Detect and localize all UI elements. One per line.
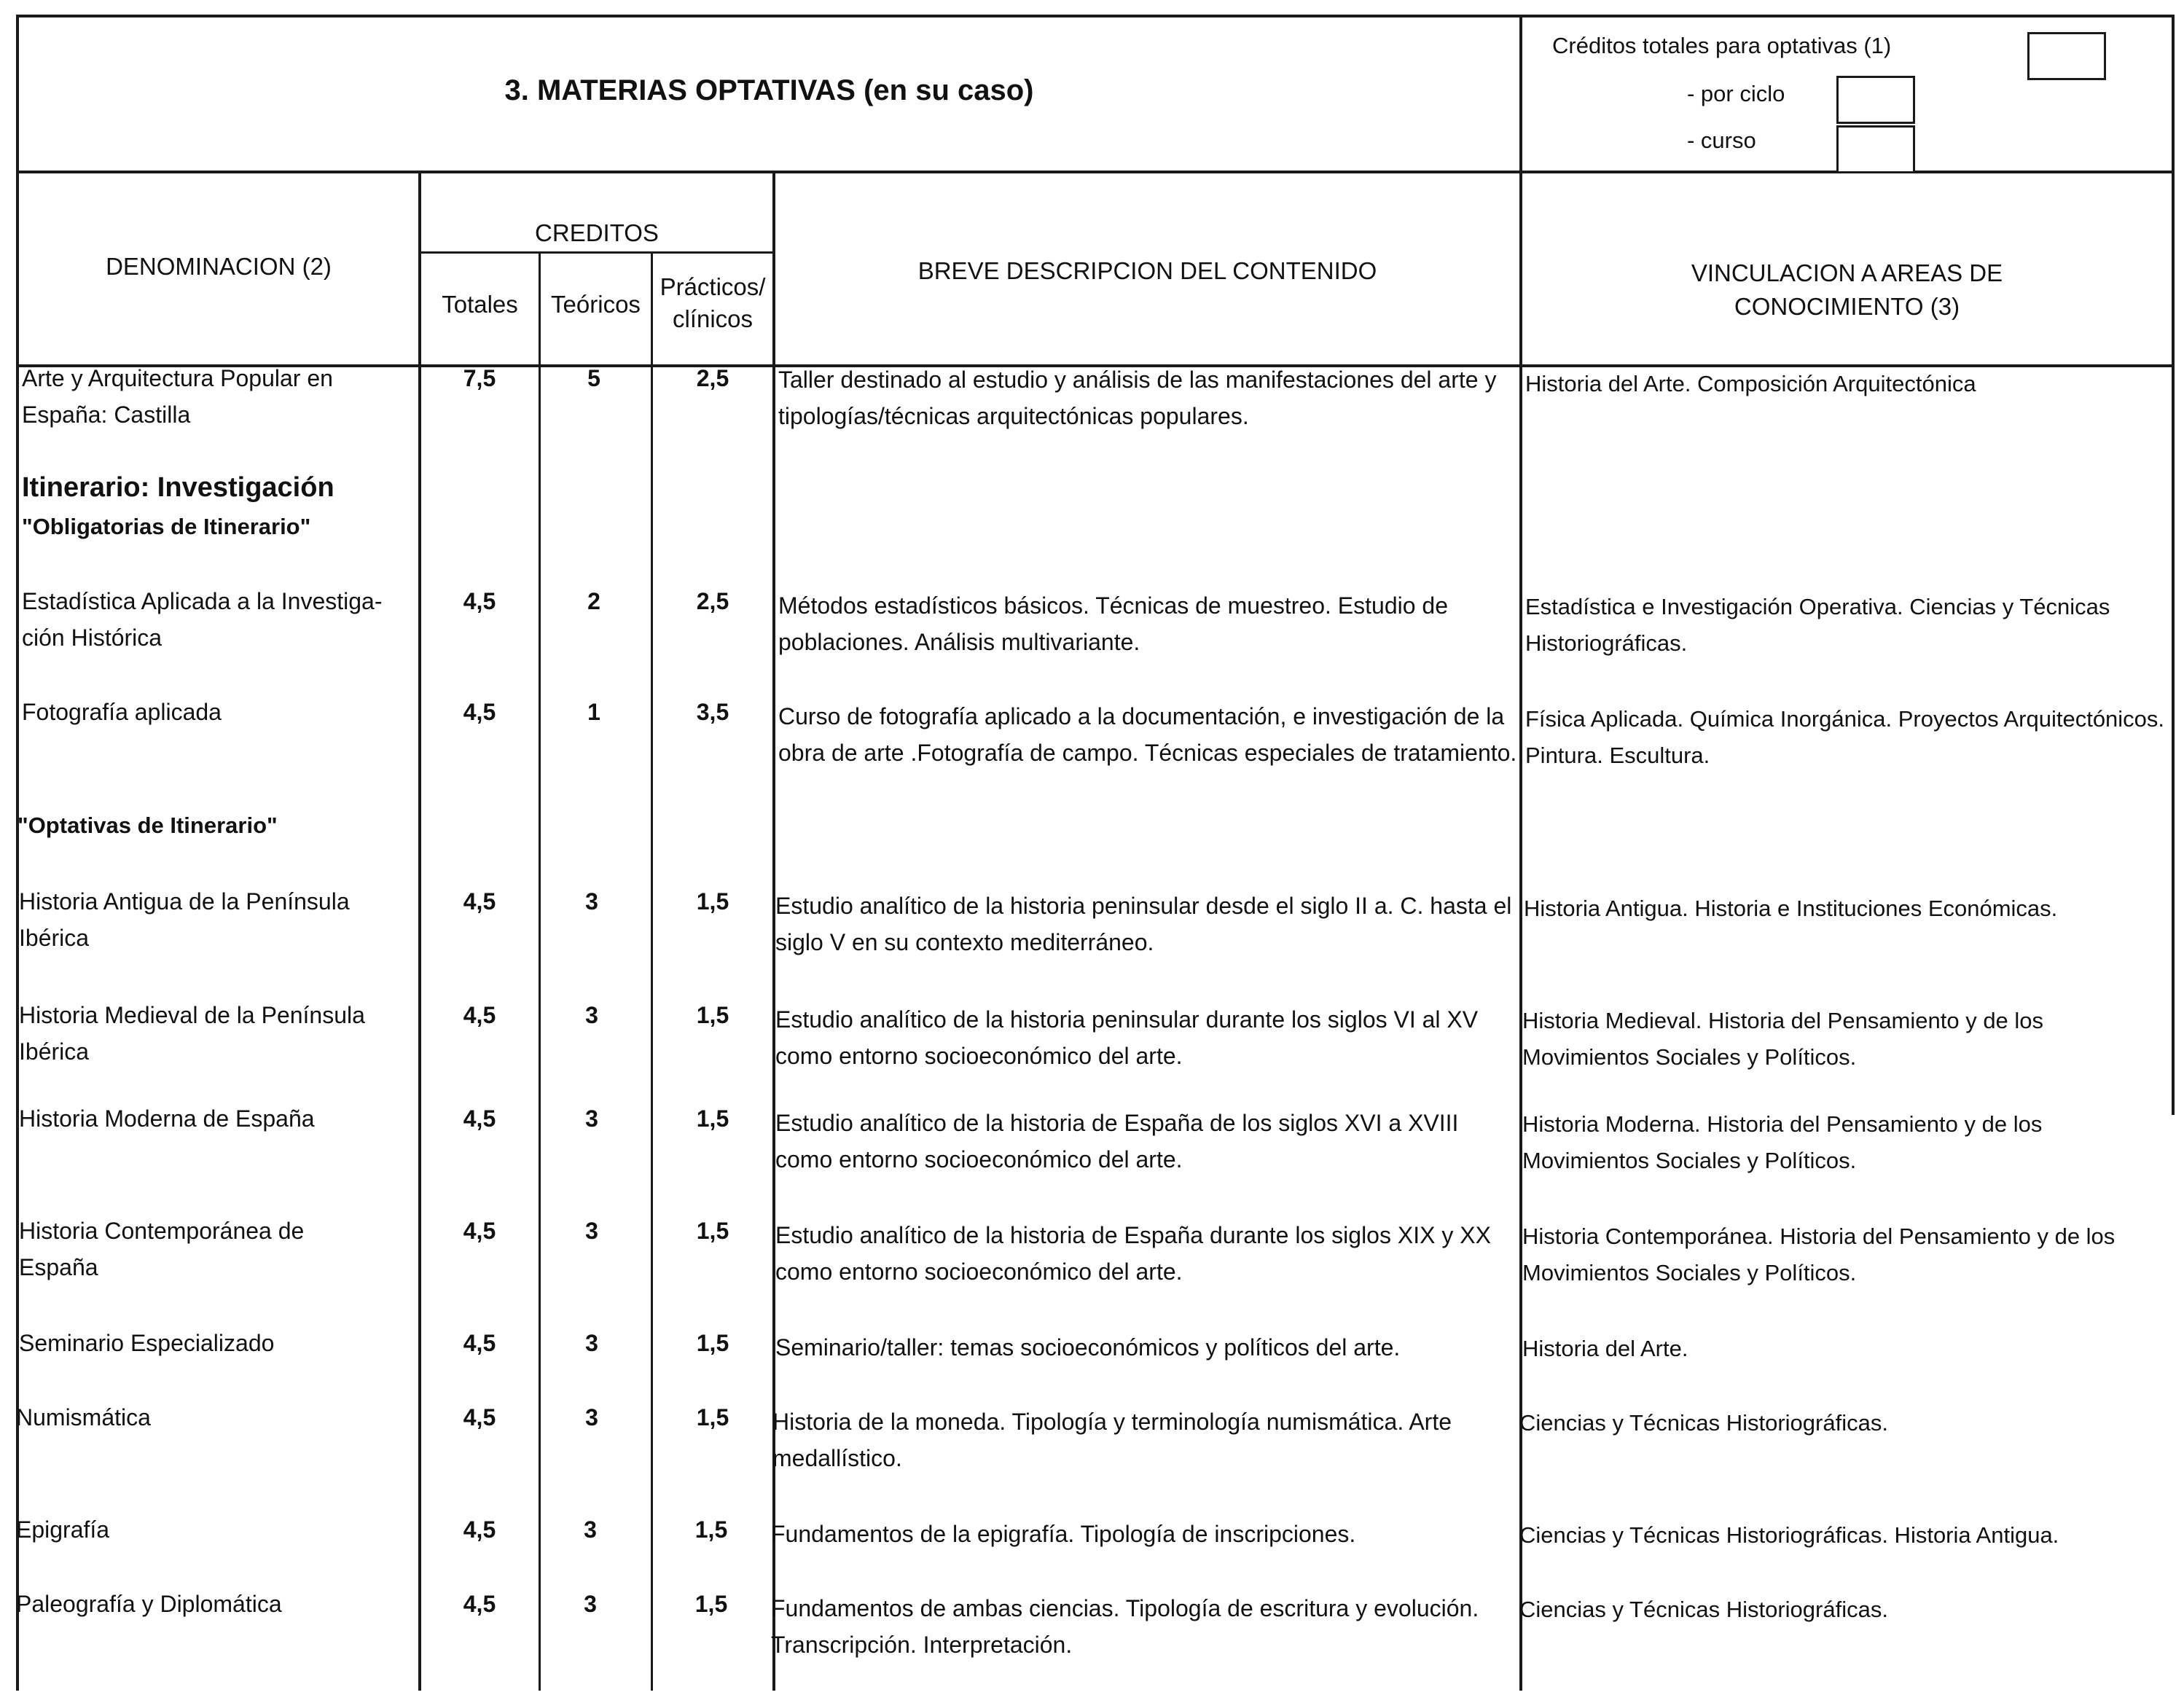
row-name: España: Castilla: [22, 402, 191, 428]
row-area: Ciencias y Técnicas Historiográficas.: [1519, 1410, 1888, 1436]
row-practicos: 1,5: [696, 888, 729, 915]
itinerario-heading: Itinerario: Investigación: [22, 472, 334, 503]
row-practicos: 1,5: [696, 1330, 729, 1356]
row-totales: 4,5: [463, 1591, 496, 1617]
row-teoricos: 3: [585, 1330, 598, 1356]
credits-total-label: Créditos totales para optativas (1): [1552, 33, 1892, 58]
row-area: Ciencias y Técnicas Historiográficas. Historia Antigua.: [1519, 1522, 2059, 1548]
row-teoricos: 1: [587, 699, 600, 725]
row-practicos: 1,5: [696, 1002, 729, 1028]
row-totales: 4,5: [463, 888, 496, 915]
col-totales: Totales: [442, 291, 518, 318]
row-name: Historia Medieval de la Península: [19, 1002, 365, 1028]
row-totales: 4,5: [463, 1218, 496, 1244]
row-teoricos: 3: [585, 888, 598, 915]
row-area: Historia del Arte.: [1522, 1336, 1688, 1361]
col-practicos-2: clínicos: [672, 305, 754, 332]
row-area: Ciencias y Técnicas Historiográficas.: [1519, 1597, 1888, 1622]
col-teoricos: Teóricos: [551, 291, 641, 318]
row-totales: 4,5: [463, 1002, 496, 1028]
row-name: Historia Antigua de la Península: [19, 888, 350, 915]
row-totales: 4,5: [463, 588, 496, 614]
row-teoricos: 3: [584, 1591, 597, 1617]
row-description: Estudio analítico de la historia de España durante los siglos XIX y XX como entorno socioeconómico del arte.: [775, 1222, 1491, 1285]
row-practicos: 1,5: [696, 1105, 729, 1132]
col-vinculacion-1: VINCULACION A AREAS DE: [1691, 259, 2003, 286]
row-teoricos: 3: [584, 1516, 597, 1543]
row-name: Ibérica: [19, 1038, 90, 1065]
row-area: Historia Contemporánea. Historia del Pensamiento y de los Movimientos Sociales y Políticos.: [1522, 1224, 2115, 1285]
row-totales: 4,5: [463, 1404, 496, 1430]
row-area: Historia Antigua. Historia e Instituciones Económicas.: [1524, 896, 2058, 921]
row-description: Fundamentos de ambas ciencias. Tipología de escritura y evolución. Transcripción. Interpretación.: [771, 1595, 1479, 1658]
row-description: Fundamentos de la epigrafía. Tipología de inscripciones.: [771, 1521, 1356, 1547]
col-denominacion: DENOMINACION (2): [106, 253, 332, 280]
row-name: España: [19, 1254, 98, 1280]
rule-after-name: [418, 171, 421, 1691]
row-totales: 4,5: [463, 1105, 496, 1132]
row-practicos: 1,5: [694, 1591, 728, 1617]
row-description: Métodos estadísticos básicos. Técnicas de muestreo. Estudio de poblaciones. Análisis multivariante.: [778, 592, 1448, 655]
optativas-heading: "Optativas de Itinerario": [17, 813, 278, 838]
row-totales: 4,5: [463, 699, 496, 725]
row-practicos: 1,5: [696, 1218, 729, 1244]
row-description: Taller destinado al estudio y análisis de las manifestaciones del arte y tipologías/técnicas arquitectónicas populares.: [778, 367, 1497, 429]
row-name: Ibérica: [19, 925, 90, 951]
row-area: Estadística e Investigación Operativa. Ciencias y Técnicas Historiográficas.: [1525, 594, 2110, 656]
row-name: Numismática: [16, 1404, 151, 1430]
section-title: 3. MATERIAS OPTATIVAS (en su caso): [504, 74, 1034, 106]
row-name: ción Histórica: [22, 625, 163, 651]
row-teoricos: 3: [585, 1218, 598, 1244]
rule-top: [16, 15, 2173, 17]
per-cycle-label: - por ciclo: [1687, 81, 1785, 106]
course-box[interactable]: [1836, 125, 1915, 173]
row-teoricos: 5: [587, 365, 600, 391]
row-totales: 4,5: [463, 1516, 496, 1543]
rule-after-teoricos: [651, 251, 653, 1691]
row-area: Física Aplicada. Química Inorgánica. Proyectos Arquitectónicos. Pintura. Escultura.: [1525, 706, 2165, 768]
row-name: Historia Moderna de España: [19, 1105, 315, 1132]
row-teoricos: 3: [585, 1002, 598, 1028]
row-area: Historia del Arte. Composición Arquitectónica: [1525, 371, 1976, 396]
course-label: - curso: [1687, 128, 1756, 153]
row-name: Estadística Aplicada a la Investiga-: [22, 588, 383, 614]
rule-after-totales: [539, 251, 541, 1691]
row-practicos: 1,5: [696, 1404, 729, 1430]
row-description: Seminario/taller: temas socioeconómicos y políticos del arte.: [775, 1334, 1401, 1361]
row-description: Estudio analítico de la historia peninsular desde el siglo II a. C. hasta el siglo V en su contexto mediterráneo.: [775, 893, 1512, 955]
row-description: Historia de la moneda. Tipología y terminología numismática. Arte medallístico.: [772, 1409, 1452, 1471]
per-cycle-box[interactable]: [1836, 76, 1915, 124]
row-practicos: 3,5: [696, 699, 729, 725]
credits-total-box[interactable]: [2027, 32, 2106, 80]
col-descripcion: BREVE DESCRIPCION DEL CONTENIDO: [917, 257, 1377, 284]
col-creditos: CREDITOS: [535, 219, 659, 246]
col-vinculacion-2: CONOCIMIENTO (3): [1734, 293, 1960, 320]
row-name: Epigrafía: [16, 1516, 110, 1543]
row-teoricos: 3: [585, 1105, 598, 1132]
row-name: Historia Contemporánea de: [19, 1218, 305, 1244]
row-area: Historia Medieval. Historia del Pensamiento y de los Movimientos Sociales y Políticos.: [1522, 1008, 2044, 1070]
rule-creditos-sub: [418, 251, 774, 254]
obligatorias-heading: "Obligatorias de Itinerario": [22, 514, 311, 539]
row-teoricos: 3: [585, 1404, 598, 1430]
row-practicos: 2,5: [696, 365, 729, 391]
row-teoricos: 2: [587, 588, 600, 614]
row-name: Seminario Especializado: [19, 1330, 275, 1356]
row-description: Estudio analítico de la historia de España de los siglos XVI a XVIII como entorno socioeconómico del arte.: [775, 1110, 1459, 1173]
row-name: Fotografía aplicada: [22, 699, 222, 725]
row-name: Arte y Arquitectura Popular en: [22, 365, 333, 391]
row-name: Paleografía y Diplomática: [16, 1591, 282, 1617]
rule-right: [2172, 15, 2175, 1115]
row-practicos: 1,5: [694, 1516, 728, 1543]
row-totales: 7,5: [463, 365, 496, 391]
row-area: Historia Moderna. Historia del Pensamiento y de los Movimientos Sociales y Políticos.: [1522, 1111, 2043, 1173]
col-practicos-1: Prácticos/: [659, 273, 766, 300]
row-totales: 4,5: [463, 1330, 496, 1356]
row-description: Estudio analítico de la historia peninsular durante los siglos VI al XV como entorno socioeconómico del arte.: [775, 1006, 1479, 1069]
row-description: Curso de fotografía aplicado a la documentación, e investigación de la obra de arte .Fotografía de campo. Técnicas especiales de tratamiento.: [778, 703, 1517, 766]
row-practicos: 2,5: [696, 588, 729, 614]
